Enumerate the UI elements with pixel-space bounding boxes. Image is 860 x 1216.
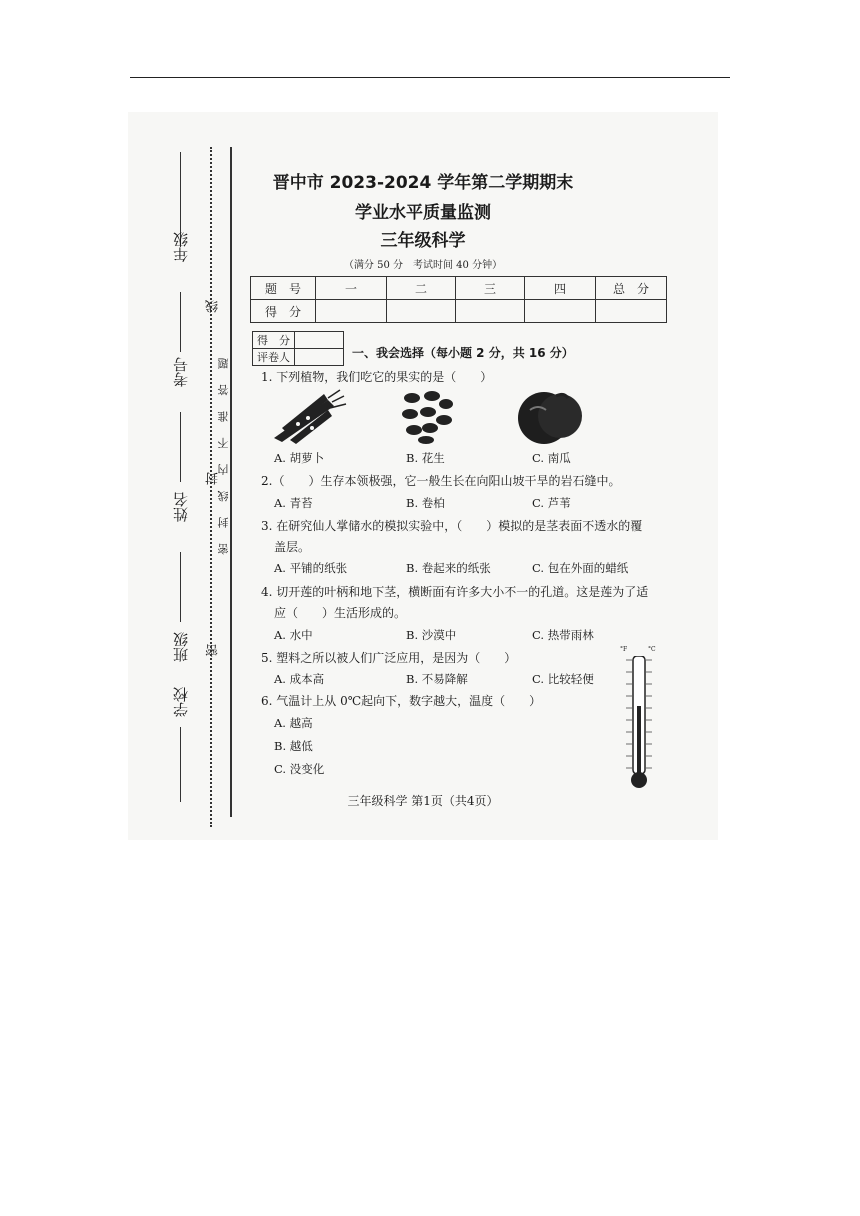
name-line: [180, 552, 181, 622]
score-cell: 二: [387, 277, 456, 300]
score-input: [596, 300, 667, 323]
name-line: [180, 292, 181, 352]
option: C. 芦苇: [532, 496, 571, 510]
page-footer: 三年级科学 第1页（共4页）: [347, 794, 499, 808]
seal-mark-line: 线: [206, 300, 221, 313]
carrot-image: [268, 388, 348, 444]
thermometer-image: [616, 644, 664, 792]
question-stem: 6. 气温计上从 0℃起向下，数字越大，温度（ ）: [261, 694, 542, 708]
binding-label-id: 考号: [172, 357, 190, 387]
option: C. 包在外面的蜡纸: [532, 561, 629, 575]
exam-title: 晋中市 2023-2024 学年第二学期期末: [272, 173, 574, 193]
option: B. 卷起来的纸张: [406, 561, 491, 575]
peanut-image: [400, 390, 456, 444]
score-table-header: [251, 277, 667, 300]
question-stem: 3. 在研究仙人掌储水的模拟实验中，（ ）模拟的是茎表面不透水的覆: [261, 519, 643, 533]
question-stem: 1. 下列植物，我们吃它的果实的是（ ）: [261, 370, 493, 384]
seal-notice: 密 封 线 内 不 准 答 题: [217, 352, 230, 555]
top-rule: [130, 77, 730, 78]
option: B. 卷柏: [406, 496, 445, 510]
binding-label-class: 班级: [172, 632, 190, 662]
name-line: [180, 727, 181, 802]
question-stem-cont: 盖层。: [274, 540, 311, 554]
score-cell: 四: [525, 277, 596, 300]
score-input: [316, 300, 387, 323]
option: C. 热带雨林: [532, 628, 594, 642]
exam-sheet: [128, 112, 718, 840]
option: A. 成本高: [274, 672, 325, 686]
score-cell: 得 分: [251, 300, 316, 323]
grader-score-label: 得 分: [253, 332, 295, 349]
binding-label-school: 学校: [172, 687, 190, 717]
option: B. 沙漠中: [406, 628, 457, 642]
thermometer-unit-f: °F: [620, 646, 628, 653]
binding-label-grade: 年级: [172, 232, 190, 262]
score-table-row: [251, 300, 667, 323]
option: C. 没变化: [274, 762, 325, 776]
option: B. 不易降解: [406, 672, 468, 686]
thermometer-unit-c: °C: [648, 646, 656, 653]
seal-mark-seal: 封: [206, 472, 221, 485]
question-stem: 4. 切开莲的叶柄和地下茎，横断面有许多大小不一的孔道。这是莲为了适: [261, 585, 649, 599]
exam-info: （满分 50 分 考试时间 40 分钟）: [343, 260, 503, 271]
score-table: [250, 276, 667, 323]
question-stem: 5. 塑料之所以被人们广泛应用，是因为（ ）: [261, 651, 517, 665]
option: A. 平铺的纸张: [274, 561, 348, 575]
score-cell: 一: [316, 277, 387, 300]
exam-subject: 三年级科学: [380, 231, 466, 251]
grader-label: 评卷人: [253, 349, 295, 366]
score-cell: 总 分: [596, 277, 667, 300]
name-line: [180, 412, 181, 482]
option: C. 南瓜: [532, 451, 571, 465]
option: A. 胡萝卜: [274, 451, 325, 465]
option: B. 花生: [406, 451, 445, 465]
score-input: [387, 300, 456, 323]
score-cell: 题 号: [251, 277, 316, 300]
option: A. 水中: [274, 628, 313, 642]
pumpkin-image: [516, 388, 588, 446]
section-title: 一、我会选择（每小题 2 分，共 16 分）: [352, 346, 574, 360]
option: A. 青苔: [274, 496, 313, 510]
score-input: [456, 300, 525, 323]
exam-subtitle: 学业水平质量监测: [355, 203, 491, 223]
option: B. 越低: [274, 739, 313, 753]
score-input: [525, 300, 596, 323]
question-stem-cont: 应（ ）生活形成的。: [274, 606, 407, 620]
seal-mark-secret: 密: [206, 644, 221, 657]
question-stem: 2.（ ）生存本领极强，它一般生长在向阳山坡干旱的岩石缝中。: [261, 474, 621, 488]
option: A. 越高: [274, 716, 313, 730]
binding-label-name: 姓名: [172, 492, 190, 522]
option: C. 比较轻便: [532, 672, 594, 686]
score-cell: 三: [456, 277, 525, 300]
grader-box: [252, 331, 344, 366]
